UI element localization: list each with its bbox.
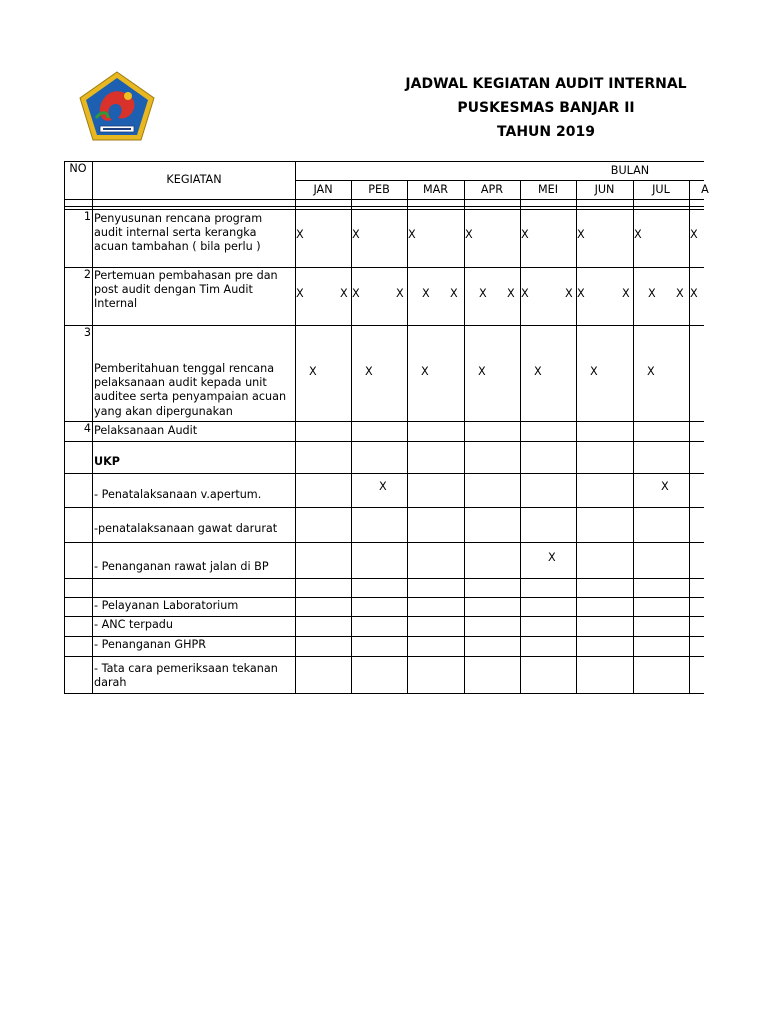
row-number: 2 bbox=[83, 268, 91, 281]
activity-label: Pemberitahuan tenggal rencana pelaksanaan audit kepada unit auditee serta penyampaian acuan yang akan dipergunakan bbox=[94, 362, 287, 418]
schedule-mark: X bbox=[479, 287, 487, 300]
schedule-mark: X bbox=[422, 287, 430, 300]
activity-label: Pertemuan pembahasan pre dan post audit dengan Tim Audit Internal bbox=[94, 269, 278, 311]
schedule-mark: X bbox=[465, 228, 473, 241]
grid-line bbox=[64, 597, 704, 598]
schedule-mark: X bbox=[647, 365, 655, 378]
grid-line bbox=[64, 656, 704, 657]
schedule-mark: X bbox=[565, 287, 573, 300]
grid-line bbox=[64, 507, 704, 508]
schedule-mark: X bbox=[690, 228, 698, 241]
grid-line bbox=[464, 180, 465, 693]
activity-label: Pelaksanaan Audit bbox=[94, 424, 198, 437]
grid-line bbox=[64, 441, 704, 442]
grid-line bbox=[64, 199, 704, 200]
column-header-no: NO bbox=[69, 162, 87, 175]
month-header-a: A bbox=[701, 183, 709, 196]
grid-line bbox=[407, 180, 408, 693]
activity-label: UKP bbox=[94, 455, 120, 468]
month-header-mei: MEI bbox=[537, 183, 559, 196]
schedule-mark: X bbox=[296, 287, 304, 300]
schedule-mark: X bbox=[296, 228, 304, 241]
schedule-mark: X bbox=[408, 228, 416, 241]
schedule-mark: X bbox=[379, 480, 387, 493]
grid-line bbox=[64, 542, 704, 543]
grid-line bbox=[633, 180, 634, 693]
grid-line bbox=[64, 616, 704, 617]
schedule-mark: X bbox=[521, 287, 529, 300]
grid-line bbox=[92, 161, 93, 693]
grid-line bbox=[64, 161, 704, 162]
schedule-mark: X bbox=[309, 365, 317, 378]
column-header-activity: KEGIATAN bbox=[166, 173, 222, 186]
schedule-mark: X bbox=[396, 287, 404, 300]
column-header-month-group: BULAN bbox=[610, 164, 650, 177]
grid-line bbox=[64, 421, 704, 422]
month-header-jun: JUN bbox=[594, 183, 615, 196]
activity-label: - Pelayanan Laboratorium bbox=[94, 599, 239, 612]
schedule-mark: X bbox=[534, 365, 542, 378]
schedule-mark: X bbox=[450, 287, 458, 300]
row-number: 1 bbox=[83, 210, 91, 223]
schedule-mark: X bbox=[507, 287, 515, 300]
month-header-mar: MAR bbox=[422, 183, 449, 196]
activity-label: - Penatalaksanaan v.apertum. bbox=[94, 488, 262, 501]
schedule-mark: X bbox=[340, 287, 348, 300]
grid-line bbox=[64, 325, 704, 326]
activity-label: - Penanganan GHPR bbox=[94, 638, 207, 651]
grid-line bbox=[64, 206, 704, 207]
row-number: 3 bbox=[83, 326, 91, 339]
month-header-apr: APR bbox=[480, 183, 504, 196]
schedule-mark: X bbox=[365, 365, 373, 378]
activity-label: - Tata cara pemeriksaan tekanan darah bbox=[94, 662, 278, 690]
grid-line bbox=[64, 636, 704, 637]
schedule-mark: X bbox=[577, 287, 585, 300]
grid-line bbox=[64, 267, 704, 268]
schedule-mark: X bbox=[590, 365, 598, 378]
title-line-2: PUSKESMAS BANJAR II bbox=[457, 100, 635, 116]
schedule-mark: X bbox=[421, 365, 429, 378]
month-header-peb: PEB bbox=[368, 183, 390, 196]
row-number: 4 bbox=[83, 422, 91, 435]
activity-label: Penyusunan rencana program audit internal serta kerangka acuan tambahan ( bila perlu ) bbox=[94, 212, 263, 254]
grid-line bbox=[689, 180, 690, 693]
schedule-mark: X bbox=[352, 228, 360, 241]
grid-line bbox=[576, 180, 577, 693]
schedule-mark: X bbox=[634, 228, 642, 241]
schedule-mark: X bbox=[648, 287, 656, 300]
grid-line bbox=[295, 180, 704, 181]
activity-label: -penatalaksanaan gawat darurat bbox=[94, 522, 278, 535]
activity-label: - ANC terpadu bbox=[94, 618, 174, 631]
schedule-mark: X bbox=[676, 287, 684, 300]
schedule-mark: X bbox=[478, 365, 486, 378]
schedule-mark: X bbox=[548, 551, 556, 564]
grid-line bbox=[64, 578, 704, 579]
schedule-mark: X bbox=[661, 480, 669, 493]
grid-line bbox=[64, 693, 704, 694]
schedule-mark: X bbox=[577, 228, 585, 241]
month-header-jul: JUL bbox=[652, 183, 670, 196]
month-header-jan: JAN bbox=[313, 183, 333, 196]
grid-line bbox=[520, 180, 521, 693]
title-line-3: TAHUN 2019 bbox=[497, 124, 595, 140]
title-line-1: JADWAL KEGIATAN AUDIT INTERNAL bbox=[405, 76, 687, 92]
grid-line bbox=[64, 209, 704, 210]
schedule-mark: X bbox=[521, 228, 529, 241]
schedule-mark: X bbox=[352, 287, 360, 300]
activity-label: - Penanganan rawat jalan di BP bbox=[94, 560, 269, 573]
schedule-mark: X bbox=[690, 287, 698, 300]
grid-line bbox=[351, 180, 352, 693]
grid-line bbox=[64, 473, 704, 474]
schedule-mark: X bbox=[622, 287, 630, 300]
